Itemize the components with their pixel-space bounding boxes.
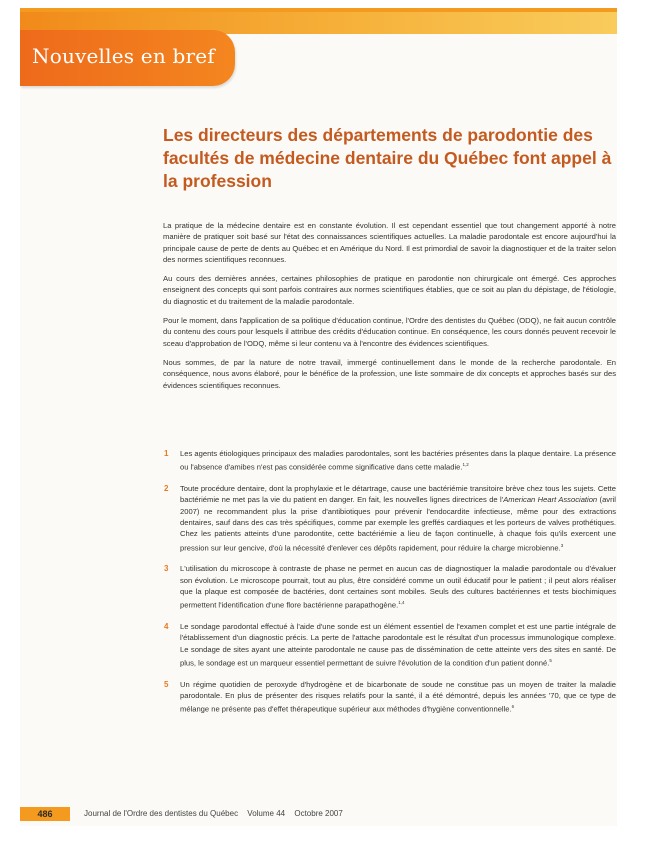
magazine-page xyxy=(20,8,617,826)
journal-info xyxy=(84,808,350,820)
journal-volume: Volume 44 xyxy=(247,809,286,818)
item-text: Le sondage parodontal effectué à l'aide d'une sonde est un élément essentiel de l'examen complet et est une partie intégrale de l'établissement d'un diagnostic précis. La perte de l'attache parodontale est le résultat d'un processus immunologique complexe. Le sondage de sites ayant une atteinte parodontale ne cause pas de dissémination de cette atteinte vers des sites en santé. De plus, le sondage est un marqueur essentiel permettant de suivre l'évolution de la condition d'un patient donné. xyxy=(180,622,616,668)
item-text: L'utilisation du microscope à contraste de phase ne permet en aucun cas de diagnostiquer la maladie parodontale ou d'évaluer son évolution. Le microscope pourrait, tout au plus, être considéré comme un outil éducatif pour le patient ; il peut alors réaliser que la plaque est composée de bactéries, dont certaines sont mobiles. Seuls des cultures bactériennes et tests biochimiques permettent l'identification d'une flore bactérienne parapathogène. xyxy=(180,564,616,610)
item-text: Les agents étiologiques principaux des maladies parodontales, sont les bactéries présentes dans la plaque dentaire. La présence ou l'absence d'amibes n'est pas considérée comme significative dans cette maladie. xyxy=(180,449,616,472)
item-text: Toute procédure dentaire, dont la prophylaxie et le détartrage, cause une bactériémie transitoire brève chez tous les sujets. Cette bactériémie ne met pas la vie du patient en danger. En fait, les nouvelles lignes directrices de l' xyxy=(180,484,616,505)
journal-date: Octobre 2007 xyxy=(294,809,343,818)
page-footer xyxy=(20,807,617,821)
list-item xyxy=(163,448,616,473)
list-item xyxy=(163,483,616,553)
list-item xyxy=(163,621,616,669)
list-item xyxy=(163,679,616,715)
journal-name: Journal de l'Ordre des dentistes du Québec xyxy=(84,809,239,818)
concepts-list xyxy=(163,448,616,725)
item-number: 5 xyxy=(164,679,169,689)
item-reference: 3 xyxy=(560,542,564,548)
intro-paragraph: Nous sommes, de par la nature de notre travail, immergé continuellement dans le monde de la recherche parodontale. En conséquence, nous avons élaboré, pour le bénéfice de la profession, une liste sommaire de dix concepts et approches basés sur des évidences scientifiques reconnues. xyxy=(163,357,616,390)
item-reference: 6 xyxy=(511,704,515,710)
item-text: Un régime quotidien de peroxyde d'hydrogène et de bicarbonate de soude ne constitue pas un moyen de traiter la maladie parodontale. En plus de présenter des risques relatifs pour la santé, il a été démontré, depuis les années '70, que ce type de mélange ne présente pas d'effet thérapeutique supérieur aux méthodes d'hygiène conventionnelle. xyxy=(180,679,616,714)
intro-paragraph: Pour le moment, dans l'application de sa politique d'éducation continue, l'Ordre des dentistes du Québec (ODQ), ne fait aucun contrôle du contenu des cours pour lesquels il attribue des crédits d'éducation continue. En conséquence, les cours donnés peuvent recevoir le sceau d'approbation de l'ODQ, même si leur contenu va à l'encontre des évidences scientifiques. xyxy=(163,316,616,348)
intro-paragraph: Au cours des dernières années, certaines philosophies de pratique en parodontie non chirurgicale ont émergé. Ces approches enseignent des concepts qui sont parfois contraires aux normes scientifiques établies, que ce soit au plan du dépistage, de l'étiologie, du diagnostic et du traitement de la maladie parodontale. xyxy=(163,274,616,306)
item-number: 3 xyxy=(164,564,169,574)
item-text-italic: American Heart Association xyxy=(503,495,598,505)
item-number: 4 xyxy=(164,622,169,632)
item-text: (avril 2007) ne recommandent plus la prise d'antibiotiques pour prévenir l'endocardite infectieuse, même pour des extractions dentaires, sauf dans des cas très spécifiques, comme par exemple les greffés cardiaques et les porteurs de valves prothétiques. Chez les patients atteints d'une parodontite, cette bactériémie a lieu de façon continuelle, à chaque fois qu'ils exercent une pression sur leur gencive, d'où la nécessité d'enlever ces dépôts rapidement, pour réduire la charge microbienne. xyxy=(180,495,616,553)
item-reference: 5 xyxy=(549,658,552,664)
item-number: 1 xyxy=(164,449,169,458)
intro-paragraph: La pratique de la médecine dentaire est en constante évolution. Il est cependant essentiel que tout changement apporté à notre manière de pratiquer soit basé sur l'état des connaissances scientifiques actuelles. La maladie parodontale est encore aujourd'hui la principale cause de perte de dents au Québec et en Amérique du Nord. Il est primordial de savoir la diagnostiquer et de la traiter selon des normes scientifiques reconnues. xyxy=(163,221,616,264)
item-reference: 1,2 xyxy=(462,462,469,468)
article-intro xyxy=(163,220,616,399)
list-item xyxy=(163,563,616,611)
section-title: Nouvelles en bref xyxy=(32,44,215,68)
item-number: 2 xyxy=(164,484,169,494)
article-headline: Les directeurs des départements de parodontie des facultés de médecine dentaire du Québec font appel à la profession xyxy=(163,125,612,191)
page-number: 486 xyxy=(20,807,70,821)
item-reference: 1,4 xyxy=(398,600,405,606)
